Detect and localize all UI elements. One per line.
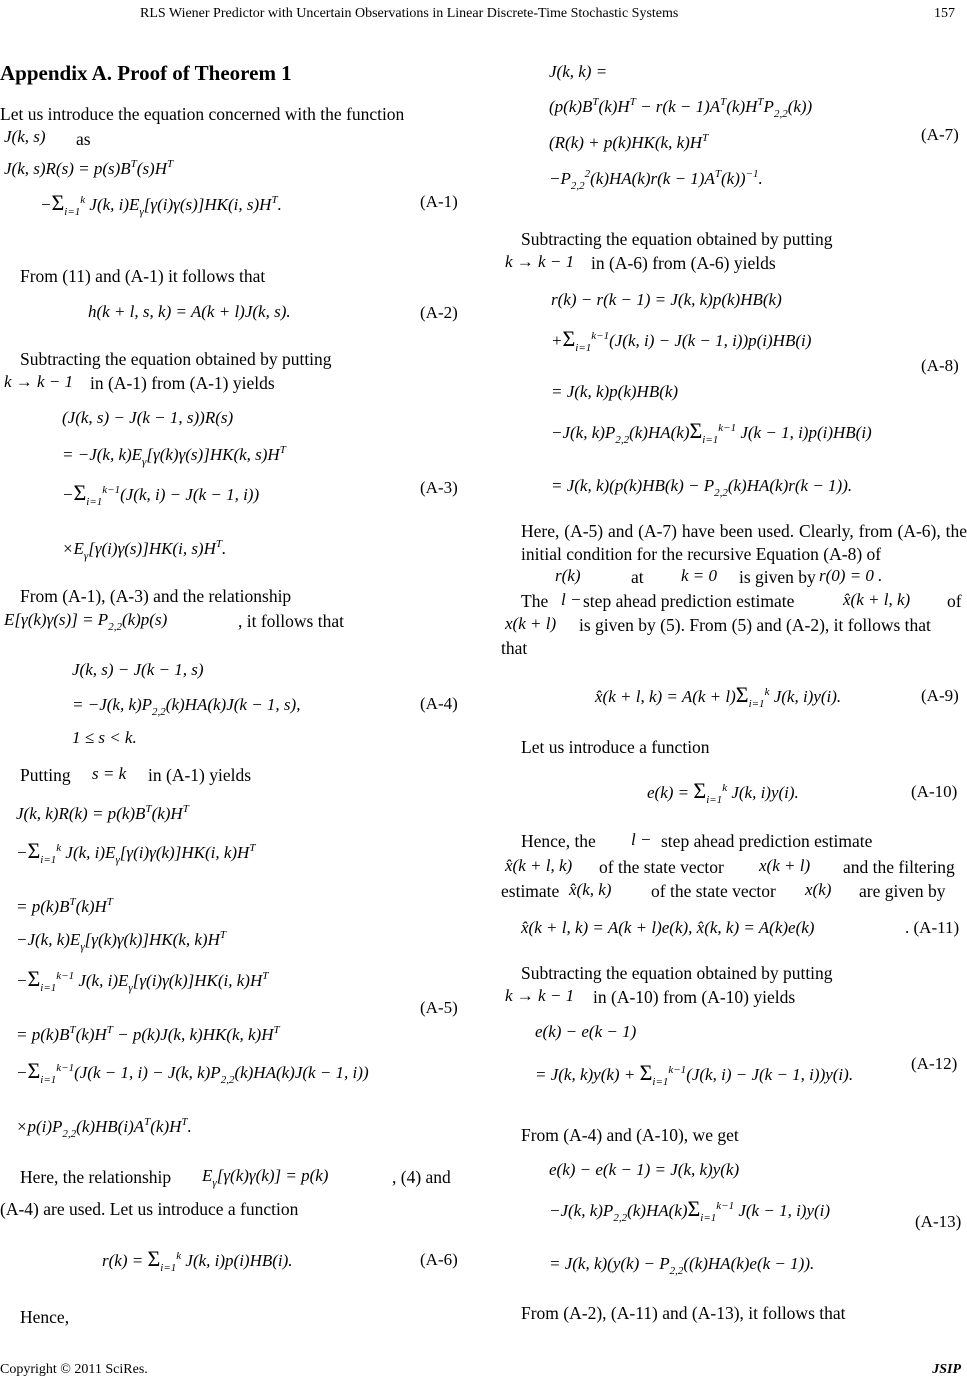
eq-inline-k-k1-r: k → k − 1 (505, 252, 575, 271)
eqnum-a8: (A-8) (921, 356, 959, 375)
eqnum-a4: (A-4) (420, 694, 458, 713)
right-paragraph-3c: of (947, 591, 962, 611)
left-paragraph-4: From (A-1), (A-3) and the relationship (20, 586, 292, 606)
eq-inline-k-k1-r2: k → k − 1 (505, 986, 575, 1005)
eq-a4-line2: = −J(k, $k)P_{2,2}(k)HA(k)J(k - 1$, s), (72, 695, 301, 718)
eq-a13-line2: −J(k, $k)P_{2,2}(k)HA(k)\Sigma_{i=1}^{k-1}$ J(k − 1, i)y(i) (549, 1196, 831, 1224)
eq-inline-xkl-2: x(k + l) (759, 856, 811, 875)
eq-a3-line4: $\times E_\gamma[\gamma(i)\gamma(s)]HK(i$, $s)H^T$. (62, 538, 227, 562)
eq-a8-line3: = J(k, k)p(k)HB(k) (551, 382, 679, 401)
eq-inline-r0: r(0) = 0 . (819, 566, 883, 585)
left-paragraph-1b: as (76, 129, 91, 149)
eqnum-a7: (A-7) (921, 125, 959, 144)
eq-a5-line5: $-\Sigma_{i=1}^{k-1}$ J(k, $i)E_\gamma[\gamma(i)\gamma(k)]HK(i$, $k)H^T$ (16, 966, 269, 994)
eq-a2: h(k + l, s, k) = A(k + l)J(k, s). (88, 302, 291, 321)
eq-inline-relationship-2: $E_\gamma[\gamma(k)\gamma(k)] = p(k)$ (202, 1166, 329, 1189)
eq-inline-xhat: x̂(k + l, k) (843, 590, 911, 609)
eq-inline-relationship: $E[\gamma(k)\gamma(s)] = P_{2,2}(k)p(s)$ (4, 610, 168, 633)
right-paragraph-5g: are given by (859, 881, 946, 901)
eqnum-a9: (A-9) (921, 686, 959, 705)
eq-a10: $e(k) = \Sigma_{i=1}^k$ J(k, i)y(i). (647, 778, 799, 806)
right-paragraph-8: From (A-2), (A-11) and (A-13), it follows that (521, 1303, 846, 1323)
eq-a7-line3: (R(k) + p(k)HK(k, $k)H^T$ (549, 132, 709, 152)
eq-inline-rk: r(k) (555, 566, 581, 585)
eq-a7-line4: $-P_{2,2}^2(k)HA(k)r(k - 1)A^T(k))^{-1}$. (549, 168, 763, 192)
eq-a5-line6: = $p(k)B^T(k)H^T - p(k)J(k$, k)HK(k, $k)H^T$ (16, 1024, 280, 1044)
right-paragraph-3e: that (501, 638, 528, 658)
right-paragraph-5d: and the filtering (843, 857, 955, 877)
eq-a5-line3: = $p(k)B^T(k)H^T$ (16, 896, 113, 916)
eqnum-a6: (A-6) (420, 1250, 458, 1269)
right-paragraph-6: Subtracting the equation obtained by putting (521, 963, 833, 983)
eq-a13-line1: e(k) − e(k − 1) = J(k, k)y(k) (549, 1160, 740, 1179)
right-paragraph-5a: Hence, the (521, 831, 596, 851)
right-paragraph-5c: of the state vector (599, 857, 724, 877)
left-paragraph-6b: , (4) and (392, 1167, 451, 1187)
eqnum-a11: . (A-11) (905, 918, 960, 937)
eq-a8-line2: $+\Sigma_{i=1}^{k-1}(J(k$, i) − J(k − 1, i))p(i)HB(i) (551, 326, 812, 354)
eq-a8-line5: = J(k, $k)(p(k)HB(k) - P_{2,2}(k)HA(k)r(k - 1))$. (551, 476, 853, 499)
left-paragraph-7: Hence, (20, 1307, 70, 1327)
eqnum-a12: (A-12) (911, 1054, 958, 1073)
left-paragraph-6: Here, the relationship (20, 1167, 172, 1187)
left-paragraph-6c: (A-4) are used. Let us introduce a function (0, 1199, 299, 1219)
right-paragraph-2b: at (631, 567, 644, 587)
eq-inline-xhat-kk: x̂(k, k) (569, 880, 612, 899)
eqnum-a1: (A-1) (420, 192, 458, 211)
left-paragraph-5: Putting (20, 765, 71, 785)
eq-a5-line2: $-\Sigma_{i=1}^k$ J(k, $i)E_\gamma[\gamma(i)\gamma(k)]HK(i$, $k)H^T$ (16, 838, 256, 866)
eq-inline-l-step: l − (561, 590, 582, 609)
footer-journal: JSIP (932, 1362, 961, 1377)
eq-a7-line1: J(k, k) = (549, 62, 608, 81)
eq-a12-line1: e(k) − e(k − 1) (535, 1022, 637, 1041)
eq-a4-line1: J(k, s) − J(k − 1, s) (72, 660, 204, 679)
right-paragraph-6b: in (A-10) from (A-10) yields (593, 987, 796, 1007)
eq-a3-line2: = −J(k, $k)E_\gamma[\gamma(k)\gamma(s)]HK(k$, $s)H^T$ (62, 444, 286, 468)
eq-a12-line2: = J(k, $k)y(k) + \Sigma_{i=1}^{k-1}(J(k$, i) − J(k − 1, i))y(i). (535, 1060, 854, 1088)
eqnum-a2: (A-2) (420, 303, 458, 322)
eq-a8-line1: r(k) − r(k − 1) = J(k, k)p(k)HB(k) (551, 290, 782, 309)
right-paragraph-5e: estimate (501, 881, 560, 901)
left-paragraph-4b: , it follows that (238, 611, 344, 631)
eqnum-a10: (A-10) (911, 782, 958, 801)
eq-inline-k-k1: k → k − 1 (4, 372, 74, 391)
left-paragraph-5b: in (A-1) yields (148, 765, 252, 785)
eq-a5-line7: $-\Sigma_{i=1}^{k-1}(J(k - 1$, i) − J(k, $k)P_{2,2}(k)HA(k)J(k - 1$, i)) (16, 1058, 369, 1086)
eq-a5-line1: J(k, $k)R(k) = p(k)B^T(k)H^T$ (16, 803, 189, 823)
footer-copyright: Copyright © 2011 SciRes. (0, 1362, 148, 1377)
eq-a5-line8: $\times p(i)P_{2,2}(k)HB(i)A^T(k)H^T$. (16, 1116, 192, 1140)
right-paragraph-1: Subtracting the equation obtained by putting (521, 229, 833, 249)
eq-a1-line1: J(k, $s)R(s) = p(s)B^T(s)H^T$ (4, 158, 174, 178)
page-number: 157 (934, 6, 955, 21)
eq-a6: $r(k) = \Sigma_{i=1}^k$ J(k, i)p(i)HB(i). (102, 1246, 293, 1274)
eq-a3-line1: (J(k, s) − J(k − 1, s))R(s) (62, 408, 234, 427)
eq-inline-xkl: x(k + l) (505, 614, 557, 633)
eq-inline-s-eq-k: s = k (92, 764, 127, 783)
right-paragraph-3a: The (521, 591, 549, 611)
appendix-heading: Appendix A. Proof of Theorem 1 (0, 61, 292, 85)
eqnum-a13: (A-13) (915, 1212, 962, 1231)
right-paragraph-4: Let us introduce a function (521, 737, 710, 757)
left-paragraph-3: Subtracting the equation obtained by putting (20, 349, 332, 369)
right-paragraph-2c: is given by (739, 567, 816, 587)
eq-a9: x̂(k + l, $k) = A(k + l)\Sigma_{i=1}^k$ J(k, i)y(i). (595, 682, 842, 710)
eq-a1-line2: $-\Sigma_{i=1}^k$ J(k, $i)E_\gamma[\gamma(i)\gamma(s)]HK(i$, $s)H^T$. (40, 190, 282, 218)
eq-a7-line2: $(p(k)B^T(k)H^T - r(k - 1)A^T(k)H^TP_{2,2}(k))$ (549, 96, 813, 120)
eq-inline-xk: x(k) (805, 880, 832, 899)
right-paragraph-1b: in (A-6) from (A-6) yields (591, 253, 776, 273)
eq-inline-xhat-2: x̂(k + l, k) (505, 856, 573, 875)
eqnum-a5: (A-5) (420, 998, 458, 1017)
eq-a8-line4: −J(k, $k)P_{2,2}(k)HA(k)\Sigma_{i=1}^{k-1}$ J(k − 1, i)p(i)HB(i) (551, 418, 872, 446)
right-paragraph-7: From (A-4) and (A-10), we get (521, 1125, 739, 1145)
eq-a5-line4: −J(k, $k)E_\gamma[\gamma(k)\gamma(k)]HK(k$, $k)H^T$ (16, 929, 226, 953)
eq-a4-line3: 1 ≤ s < k. (72, 728, 137, 747)
right-paragraph-5b: step ahead prediction estimate (661, 831, 873, 851)
left-paragraph-1: Let us introduce the equation concerned with the function (0, 104, 405, 124)
eq-inline-J: J(k, s) (4, 127, 46, 146)
eq-inline-l-step-2: l − (631, 830, 652, 849)
right-paragraph-5f: of the state vector (651, 881, 776, 901)
running-title: RLS Wiener Predictor with Uncertain Observations in Linear Discrete-Time Stochastic Systems (140, 6, 679, 21)
eqnum-a3: (A-3) (420, 478, 458, 497)
left-paragraph-2: From (11) and (A-1) it follows that (20, 266, 266, 286)
eq-inline-k0: k = 0 (681, 566, 718, 585)
eq-a3-line3: $-\Sigma_{i=1}^{k-1}(J(k$, i) − J(k − 1, i)) (62, 480, 260, 508)
left-paragraph-3b: in (A-1) from (A-1) yields (90, 373, 275, 393)
right-paragraph-2: Here, (A-5) and (A-7) have been used. Clearly, from (A-6), the initial condition for the recursive Equation (A-8) of (521, 521, 967, 564)
right-paragraph-3b: step ahead prediction estimate (583, 591, 795, 611)
eq-a11: x̂(k + l, k) = A(k + l)e(k), x̂(k, k) = A(k)e(k) (521, 918, 815, 937)
eq-a13-line3: = J(k, $k)(y(k) - P_{2,2}((k)HA(k)e(k - 1))$. (549, 1254, 815, 1277)
right-paragraph-3d: is given by (5). From (5) and (A-2), it follows that (579, 615, 931, 635)
